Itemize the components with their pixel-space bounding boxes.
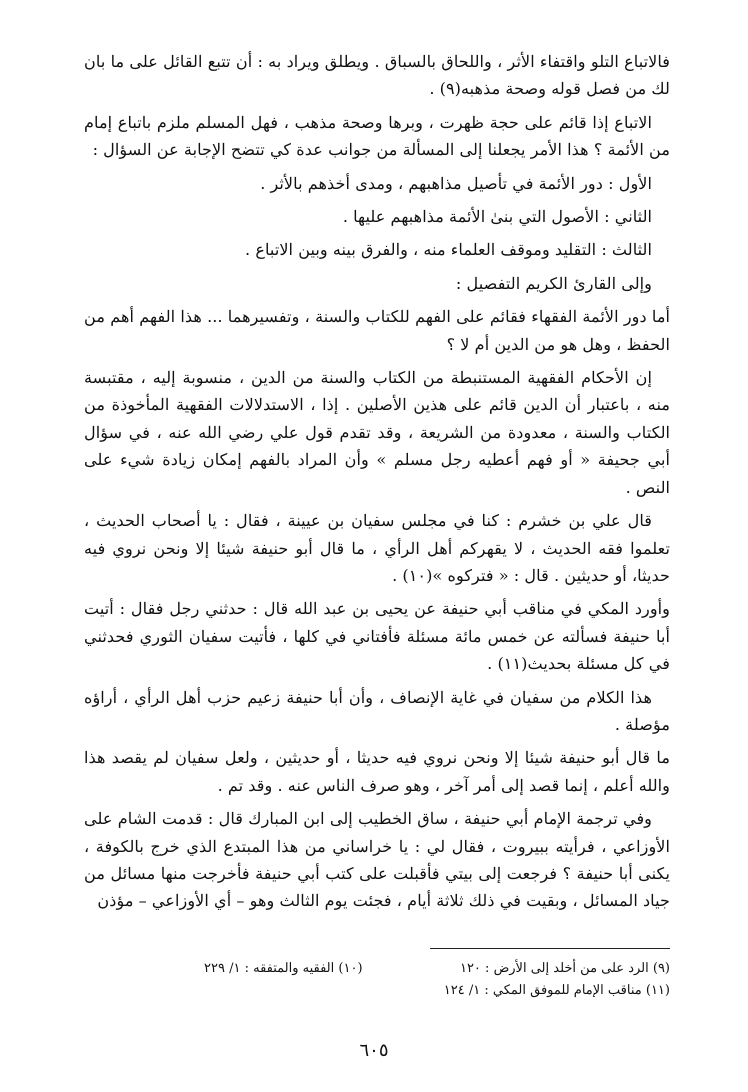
footnote-row	[84, 958, 670, 980]
paragraph: هذا الكلام من سفيان في غاية الإنصاف ، وأن أبا حنيفة زعيم حزب أهل الرأي ، أراؤه مؤصلة .	[84, 687, 670, 734]
paragraph: الاتباع إذا قائم على حجة ظهرت ، وبرها وصحة مذهب ، فهل المسلم ملزم باتباع إمام من الأئمة ؟ هذا الأمر يجعلنا إلى المسألة من جوانب عدة كي تتضح الإجابة عن السؤال :	[84, 112, 670, 160]
main-text	[84, 48, 670, 915]
footnote-9: (٩) الرد على من أخلد إلى الأرض : ١٢٠	[459, 961, 670, 976]
paragraph: وإلى القارئ الكريم التفصيل :	[455, 273, 652, 293]
paragraph: ما قال أبو حنيفة شيئا إلا ونحن نروي فيه حديثا ، أو حديثين ، ولعل سفيان لم يقصد هذا والله أعلم ، إنما قصد إلى أمر آخر ، وهو صرف الناس عنه . وقد تم .	[84, 748, 670, 795]
paragraph: أما دور الأئمة الفقهاء فقائم على الفهم للكتاب والسنة ، وتفسيرهما ... هذا الفهم أهم من الحفظ ، وهل هو من الدين أم لا ؟	[84, 307, 670, 354]
paragraph: وفي ترجمة الإمام أبي حنيفة ، ساق الخطيب إلى ابن المبارك قال : قدمت الشام على الأوزاعي ، فرأيته ببيروت ، فقال لي : يا خراساني من هذا المبتدع الذي خرج بالكوفة ، يكنى أبا حنيفة ؟ فرجعت إلى بيتي فأقبلت على كتب أبي حنيفة فأخرجت منها مسائل من جياد المسائل ، وبقيت في ذلك ثلاثة أيام ، فجئت يوم الثالث وهو – أي الأوزاعي – مؤذن	[84, 809, 670, 911]
footnote-11: (١١) مناقب الإمام للموفق المكي : ١/ ١٢٤	[443, 983, 670, 998]
footnote-10: (١٠) الفقيه والمتفقه : ١/ ٢٢٩	[204, 961, 363, 976]
paragraph: وأورد المكي في مناقب أبي حنيفة عن يحيى بن عبد الله قال : حدثني رجل فقال : أتيت أبا حنيفة فسألته عن خمس مائة مسئلة فأفتاني في كلها ، فأتيت سفيان الثوري فحدثني في كل مسئلة بحديث(١١) .	[84, 599, 670, 674]
paragraph: فالاتباع التلو واقتفاء الأثر ، واللحاق بالسباق . ويطلق ويراد به : أن تتبع القائل على ما بان لك من فصل قوله وصحة مذهبه(٩) .	[84, 52, 670, 99]
paragraph: الأول : دور الأئمة في تأصيل مذاهبهم ، ومدى أخذهم بالأثر .	[260, 173, 652, 193]
footnote-separator	[430, 948, 670, 949]
footnotes	[84, 958, 670, 1002]
paragraph: الثالث : التقليد وموقف العلماء منه ، والفرق بينه وبين الاتباع .	[245, 240, 652, 260]
footnote-row	[84, 980, 670, 1002]
paragraph: إن الأحكام الفقهية المستنبطة من الكتاب والسنة من الدين ، منسوبة إليه ، مقتبسة منه ، باعتبار أن الدين قائم على هذين الأصلين . إذا ، الاستدلالات الفقهية المأخوذة من الكتاب والسنة ، معدودة من الشريعة ، وقد تقدم قول علي رضي الله عنه ، في سؤال أبي جحيفة « أو فهم أعطيه رجل مسلم » وأن المراد بالفهم إمكان زيادة شيء على النص .	[84, 368, 670, 497]
page-number: ٦٠٥	[359, 1040, 389, 1061]
paragraph: الثاني : الأصول التي بنىٰ الأئمة مذاهبهم عليها .	[342, 207, 652, 227]
paragraph: قال علي بن خشرم : كنا في مجلس سفيان بن عيينة ، فقال : يا أصحاب الحديث ، تعلموا فقه الحديث ، لا يقهركم أهل الرأي ، ما قال أبو حنيفة شيئا إلا ونحن نروي فيه حديثا، أو حديثين . قال : « فتركوه »(١٠) .	[84, 511, 670, 585]
